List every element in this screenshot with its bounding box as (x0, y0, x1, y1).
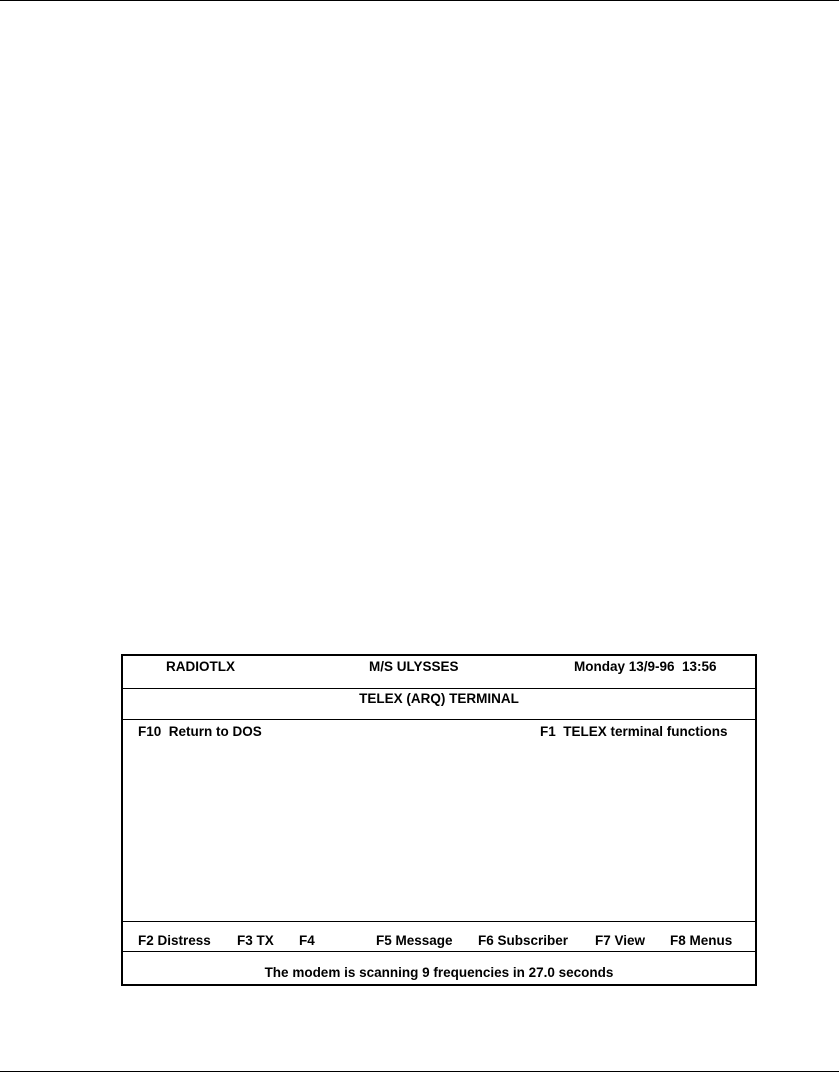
terminal-content-area (123, 746, 755, 916)
status-divider (123, 951, 755, 952)
f4-key[interactable]: F4 (299, 933, 315, 948)
vessel-name: M/S ULYSSES (369, 659, 459, 674)
page-title: TELEX (ARQ) TERMINAL (359, 691, 519, 706)
date-time: Monday 13/9-96 13:56 (574, 659, 717, 674)
status-message: The modem is scanning 9 frequencies in 27.0 seconds (264, 965, 614, 980)
function-bar-divider (123, 921, 755, 922)
telex-terminal-screen (121, 654, 757, 986)
page-top-rule (0, 0, 839, 1)
title-divider (123, 719, 755, 720)
page-bottom-rule (0, 1071, 839, 1072)
f2-distress-key[interactable]: F2 Distress (138, 933, 211, 948)
f7-view-key[interactable]: F7 View (595, 933, 646, 948)
f3-tx-key[interactable]: F3 TX (237, 933, 274, 948)
f1-telex-terminal-functions-key[interactable]: F1 TELEX terminal functions (540, 724, 728, 739)
f6-subscriber-key[interactable]: F6 Subscriber (478, 933, 569, 948)
app-name: RADIOTLX (166, 659, 235, 674)
f8-menus-key[interactable]: F8 Menus (670, 933, 733, 948)
header-divider (123, 688, 755, 689)
f10-return-to-dos-key[interactable]: F10 Return to DOS (138, 724, 262, 739)
f5-message-key[interactable]: F5 Message (376, 933, 453, 948)
